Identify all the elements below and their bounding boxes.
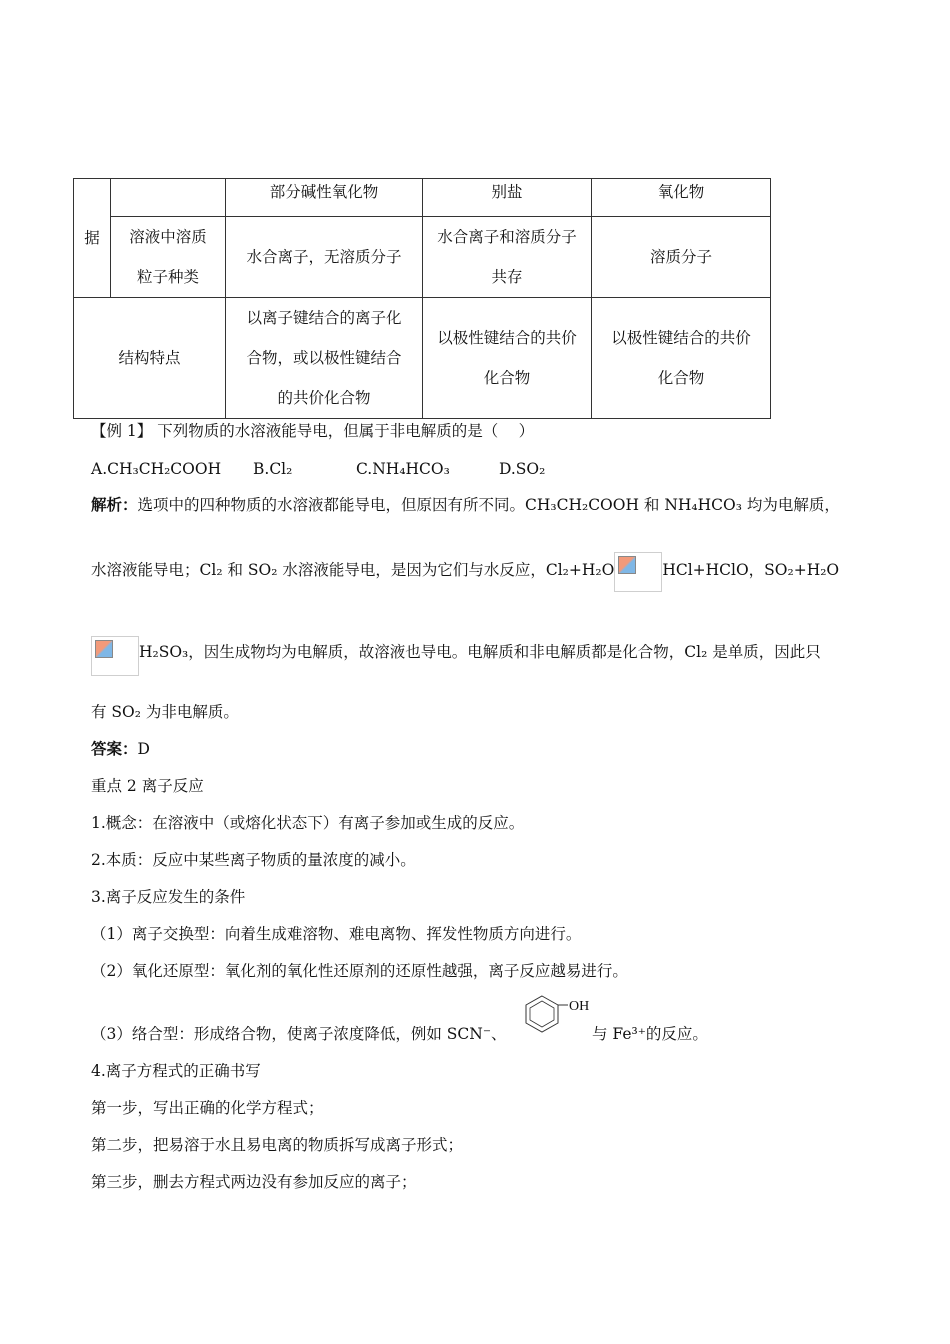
table-header-cell: 部分碱性氧化物	[226, 179, 423, 217]
analysis-line-2: 水溶液能导电；Cl₂ 和 SO₂ 水溶液能导电，是因为它们与水反应，Cl₂+H₂O HCl+HClO，SO₂+H₂O	[91, 552, 839, 592]
section-heading: 重点 2 离子反应	[91, 777, 204, 795]
paragraph-complex: （3）络合型：形成络合物，使离子浓度降低，例如 SCN⁻、	[91, 1025, 507, 1043]
step-1: 第一步，写出正确的化学方程式；	[91, 1099, 324, 1117]
paragraph-complex-end: 与 Fe³⁺的反应。	[592, 1025, 708, 1043]
paragraph: 4.离子方程式的正确书写	[91, 1062, 261, 1080]
table-header-cell	[111, 179, 226, 217]
table-cell-basis: 据	[74, 179, 111, 298]
paragraph: （2）氧化还原型：氧化剂的氧化性还原剂的还原性越强，离子反应越易进行。	[91, 962, 628, 980]
paragraph: 3.离子反应发生的条件	[91, 888, 246, 906]
table-cell: 以离子键结合的离子化 合物，或以极性键结合 的共价化合物	[226, 298, 423, 419]
table-cell: 以极性键结合的共价 化合物	[592, 298, 771, 419]
broken-image-icon	[614, 552, 662, 592]
option-c: C.NH₄HCO₃	[356, 460, 450, 478]
table-cell: 溶质分子	[592, 217, 771, 298]
table-cell-structure-label: 结构特点	[74, 298, 226, 419]
table-cell: 以极性键结合的共价 化合物	[423, 298, 592, 419]
analysis-line-4: 有 SO₂ 为非电解质。	[91, 703, 239, 721]
step-2: 第二步，把易溶于水且易电离的物质拆写成离子形式；	[91, 1136, 464, 1154]
analysis-line-1: 解析：选项中的四种物质的水溶液都能导电，但原因有所不同。CH₃CH₂COOH 和 NH₄HCO₃ 均为电解质，	[91, 495, 840, 514]
svg-text:OH: OH	[569, 999, 590, 1014]
example-title: 【例 1】 下列物质的水溶液能导电，但属于非电解质的是（ ）	[91, 422, 535, 440]
table-header-cell: 氧化物	[592, 179, 771, 217]
step-3: 第三步，删去方程式两边没有参加反应的离子；	[91, 1173, 417, 1191]
answer: 答案：D	[91, 739, 150, 758]
analysis-line-3: H₂SO₃，因生成物均为电解质，故溶液也导电。电解质和非电解质都是化合物，Cl₂ 是单质，因此只	[91, 636, 821, 676]
paragraph: 2.本质：反应中某些离子物质的量浓度的减小。	[91, 851, 416, 869]
table-cell: 水合离子和溶质分子 共存	[423, 217, 592, 298]
option-b: B.Cl₂	[253, 460, 293, 478]
option-d: D.SO₂	[499, 460, 546, 478]
paragraph: （1）离子交换型：向着生成难溶物、难电离物、挥发性物质方向进行。	[91, 925, 582, 943]
paragraph: 1.概念：在溶液中（或熔化状态下）有离子参加或生成的反应。	[91, 814, 525, 832]
comparison-table	[73, 178, 771, 419]
option-a: A.CH₃CH₂COOH	[91, 460, 222, 478]
table-cell: 水合离子，无溶质分子	[226, 217, 423, 298]
phenol-structure-icon	[512, 990, 596, 1042]
analysis-label: 解析：	[91, 495, 138, 514]
table-header-cell: 别盐	[423, 179, 592, 217]
broken-image-icon	[91, 636, 139, 676]
table-cell-species-label: 溶液中溶质 粒子种类	[111, 217, 226, 298]
